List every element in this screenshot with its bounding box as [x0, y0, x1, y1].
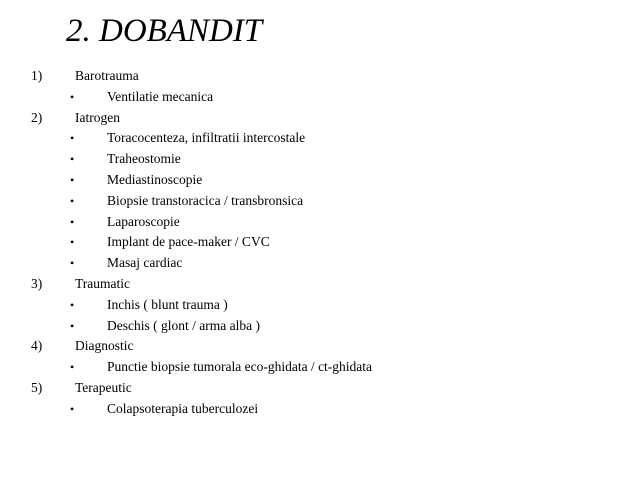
bullet-icon: •	[70, 214, 75, 229]
sub-item-text: Laparoscopie	[107, 213, 180, 229]
bullet-icon: •	[70, 297, 75, 312]
sub-item-text: Traheostomie	[107, 151, 181, 167]
list-number: 1)	[31, 68, 43, 83]
sub-item-text: Inchis ( blunt trauma )	[107, 296, 228, 312]
sub-item-text: Mediastinoscopie	[107, 171, 203, 187]
sub-item	[0, 232, 638, 253]
sub-item-text: Colapsoterapia tuberculozei	[107, 400, 259, 416]
sub-item-text: Biopsie transtoracica / transbronsica	[107, 192, 304, 208]
sub-item	[0, 170, 638, 191]
bullet-icon: •	[70, 152, 75, 167]
sub-item	[0, 149, 638, 170]
sub-item	[0, 212, 638, 233]
bullet-icon: •	[70, 172, 75, 187]
list-label: Diagnostic	[75, 338, 134, 354]
list-item	[0, 378, 638, 399]
list-item	[0, 108, 638, 129]
bullet-icon: •	[70, 318, 75, 333]
sub-item-text: Punctie biopsie tumorala eco-ghidata / ct-ghidata	[107, 359, 373, 375]
sub-item	[0, 295, 638, 316]
list-label: Traumatic	[75, 275, 130, 291]
sub-item	[0, 316, 638, 337]
sub-item-text: Deschis ( glont / arma alba )	[107, 317, 260, 333]
sub-item	[0, 399, 638, 420]
sub-item-text: Implant de pace-maker / CVC	[107, 234, 270, 250]
list-number: 2)	[31, 109, 43, 125]
sub-item-text: Toracocenteza, infiltratii intercostale	[107, 130, 306, 146]
bullet-icon: •	[70, 360, 75, 375]
list-item	[0, 66, 638, 87]
sub-item-text: Masaj cardiac	[107, 255, 183, 271]
list-label: Barotrauma	[75, 68, 139, 83]
list-item	[0, 274, 638, 295]
list-item	[0, 336, 638, 357]
list-label: Iatrogen	[75, 109, 120, 125]
bullet-icon: •	[70, 89, 75, 104]
slide-title: 2. DOBANDIT	[66, 13, 263, 49]
list-number: 5)	[31, 379, 43, 395]
bullet-icon: •	[70, 256, 75, 271]
list-label: Terapeutic	[75, 379, 132, 395]
bullet-icon: •	[70, 401, 75, 416]
sub-item	[0, 87, 638, 108]
bullet-icon: •	[70, 193, 75, 208]
bullet-icon: •	[70, 235, 75, 250]
sub-item-text: Ventilatie mecanica	[107, 88, 214, 104]
list-number: 4)	[31, 338, 43, 354]
bullet-icon: •	[70, 131, 75, 146]
sub-item	[0, 253, 638, 274]
sub-item	[0, 191, 638, 212]
sub-item	[0, 128, 638, 149]
numbered-list	[0, 66, 638, 420]
list-number: 3)	[31, 275, 43, 291]
sub-item	[0, 357, 638, 378]
